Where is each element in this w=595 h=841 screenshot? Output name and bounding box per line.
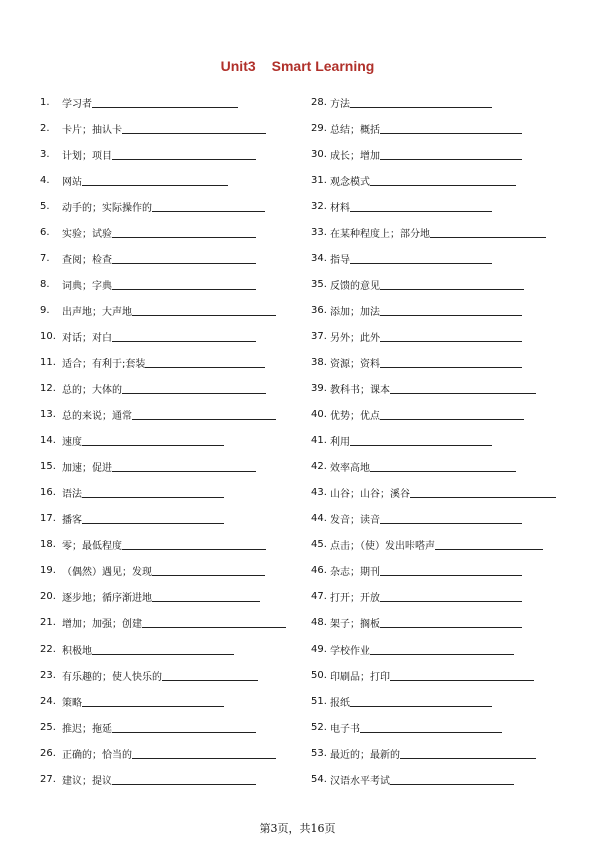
vocab-item <box>311 245 556 271</box>
item-label: 汉语水平考试 <box>330 775 390 787</box>
item-label: 对话；对白 <box>62 332 112 344</box>
answer-blank[interactable] <box>400 748 536 759</box>
item-number: 48. <box>311 617 327 629</box>
answer-blank[interactable] <box>380 617 522 628</box>
item-number: 24. <box>40 695 56 707</box>
answer-blank[interactable] <box>380 513 522 524</box>
item-number: 17. <box>40 513 56 525</box>
item-label: 逐步地；循序渐进地 <box>62 593 152 605</box>
answer-blank[interactable] <box>152 201 265 212</box>
answer-blank[interactable] <box>430 227 546 238</box>
item-label: 卡片；抽认卡 <box>62 124 122 136</box>
answer-blank[interactable] <box>380 305 522 316</box>
item-label: 加速；促进 <box>62 463 112 475</box>
answer-blank[interactable] <box>82 513 224 524</box>
item-number: 16. <box>40 487 56 499</box>
item-number: 32. <box>311 200 327 212</box>
answer-blank[interactable] <box>152 591 260 602</box>
item-number: 25. <box>40 721 56 733</box>
item-number: 29. <box>311 122 327 134</box>
item-number: 14. <box>40 435 56 447</box>
answer-blank[interactable] <box>122 383 266 394</box>
answer-blank[interactable] <box>112 253 256 264</box>
item-label: 报纸 <box>330 697 350 709</box>
unit-number: Unit3 <box>220 58 256 74</box>
vocab-column-right <box>311 89 556 792</box>
vocab-item <box>40 245 286 271</box>
vocab-item <box>40 610 286 636</box>
item-number: 49. <box>311 643 327 655</box>
answer-blank[interactable] <box>380 331 522 342</box>
item-number: 54. <box>311 773 327 785</box>
vocab-item <box>40 506 286 532</box>
answer-blank[interactable] <box>92 644 234 655</box>
item-number: 21. <box>40 617 56 629</box>
answer-blank[interactable] <box>380 279 524 290</box>
vocab-item <box>40 323 286 349</box>
answer-blank[interactable] <box>82 175 228 186</box>
item-number: 12. <box>40 383 56 395</box>
item-label: 成长；增加 <box>330 150 380 162</box>
item-number: 37. <box>311 330 327 342</box>
answer-blank[interactable] <box>82 435 224 446</box>
answer-blank[interactable] <box>112 774 256 785</box>
answer-blank[interactable] <box>380 149 522 160</box>
item-label: 最近的；最新的 <box>330 749 400 761</box>
vocab-item <box>311 402 556 428</box>
answer-blank[interactable] <box>132 748 276 759</box>
item-label: 速度 <box>62 437 82 449</box>
item-number: 46. <box>311 565 327 577</box>
item-number: 38. <box>311 356 327 368</box>
item-number: 9. <box>40 304 50 316</box>
item-label: 在某种程度上；部分地 <box>330 228 430 240</box>
item-label: 优势；优点 <box>330 411 380 423</box>
vocab-item <box>40 89 286 115</box>
vocab-item <box>40 428 286 454</box>
item-number: 6. <box>40 226 50 238</box>
vocab-item <box>40 271 286 297</box>
vocab-item <box>311 89 556 115</box>
item-label: 指导 <box>330 254 350 266</box>
vocab-item <box>40 297 286 323</box>
item-number: 15. <box>40 461 56 473</box>
item-label: 正确的；恰当的 <box>62 749 132 761</box>
item-label: 添加；加法 <box>330 306 380 318</box>
answer-blank[interactable] <box>132 305 276 316</box>
item-label: 网站 <box>62 176 82 188</box>
item-number: 18. <box>40 539 56 551</box>
item-number: 13. <box>40 409 56 421</box>
answer-blank[interactable] <box>112 227 256 238</box>
item-label: 有乐趣的；使人快乐的 <box>62 671 162 683</box>
answer-blank[interactable] <box>350 201 492 212</box>
answer-blank[interactable] <box>92 97 238 108</box>
item-label: 打开；开放 <box>330 593 380 605</box>
answer-blank[interactable] <box>435 539 543 550</box>
answer-blank[interactable] <box>82 696 224 707</box>
answer-blank[interactable] <box>380 565 522 576</box>
answer-blank[interactable] <box>380 409 524 420</box>
vocab-item <box>40 141 286 167</box>
answer-blank[interactable] <box>112 149 256 160</box>
item-label: 建议；提议 <box>62 775 112 787</box>
answer-blank[interactable] <box>112 279 256 290</box>
item-number: 44. <box>311 513 327 525</box>
item-label: 学习者 <box>62 98 92 110</box>
item-label: 积极地 <box>62 645 92 657</box>
item-number: 10. <box>40 330 56 342</box>
vocab-item <box>311 662 556 688</box>
answer-blank[interactable] <box>350 253 492 264</box>
item-number: 45. <box>311 539 327 551</box>
vocab-item <box>40 219 286 245</box>
answer-blank[interactable] <box>410 487 556 498</box>
vocab-item <box>40 636 286 662</box>
vocab-item <box>311 323 556 349</box>
item-number: 3. <box>40 148 50 160</box>
vocab-item <box>40 454 286 480</box>
item-label: 适合；有利于;套装 <box>62 358 146 370</box>
vocab-item <box>311 558 556 584</box>
answer-blank[interactable] <box>112 331 256 342</box>
vocab-item <box>40 714 286 740</box>
item-label: 利用 <box>330 437 350 449</box>
item-label: 播客 <box>62 515 82 527</box>
vocab-item <box>40 740 286 766</box>
answer-blank[interactable] <box>122 123 266 134</box>
item-label: 学校作业 <box>330 645 370 657</box>
answer-blank[interactable] <box>370 461 516 472</box>
item-label: 出声地；大声地 <box>62 306 132 318</box>
item-number: 47. <box>311 591 327 603</box>
item-number: 42. <box>311 461 327 473</box>
item-label: 零；最低程度 <box>62 541 122 553</box>
item-number: 52. <box>311 721 327 733</box>
vocab-item <box>311 297 556 323</box>
item-label: 印刷品；打印 <box>330 671 390 683</box>
vocab-item <box>40 376 286 402</box>
vocab-item <box>40 193 286 219</box>
item-label: 山谷；山谷；溪谷 <box>330 489 410 501</box>
item-number: 7. <box>40 252 50 264</box>
vocab-item <box>311 271 556 297</box>
answer-blank[interactable] <box>370 175 516 186</box>
answer-blank[interactable] <box>142 617 286 628</box>
vocab-item <box>311 506 556 532</box>
vocab-item <box>311 141 556 167</box>
item-label: 反馈的意见 <box>330 280 380 292</box>
item-number: 41. <box>311 435 327 447</box>
answer-blank[interactable] <box>112 461 256 472</box>
vocab-item <box>311 740 556 766</box>
item-label: 实验；试验 <box>62 228 112 240</box>
item-label: 效率高地 <box>330 463 370 475</box>
vocab-item <box>40 115 286 141</box>
item-label: 方法 <box>330 98 350 110</box>
answer-blank[interactable] <box>152 565 265 576</box>
vocab-item <box>40 402 286 428</box>
item-label: 发音；读音 <box>330 515 380 527</box>
page-title <box>0 58 595 74</box>
item-number: 28. <box>311 96 327 108</box>
vocab-item <box>40 480 286 506</box>
item-number: 51. <box>311 695 327 707</box>
item-number: 35. <box>311 278 327 290</box>
item-label: 杂志；期刊 <box>330 567 380 579</box>
item-number: 11. <box>40 356 56 368</box>
vocab-item <box>311 584 556 610</box>
vocab-item <box>311 714 556 740</box>
item-number: 27. <box>40 773 56 785</box>
item-label: 资源；资料 <box>330 358 380 370</box>
item-label: 语法 <box>62 489 82 501</box>
answer-blank[interactable] <box>350 97 492 108</box>
answer-blank[interactable] <box>350 696 492 707</box>
answer-blank[interactable] <box>360 722 502 733</box>
answer-blank[interactable] <box>132 409 276 420</box>
answer-blank[interactable] <box>390 774 514 785</box>
answer-blank[interactable] <box>112 722 256 733</box>
vocab-item <box>311 636 556 662</box>
item-label: 材料 <box>330 202 350 214</box>
item-number: 4. <box>40 174 50 186</box>
vocab-item <box>311 766 556 792</box>
answer-blank[interactable] <box>145 357 265 368</box>
item-number: 40. <box>311 409 327 421</box>
item-label: 点击；（使）发出咔嗒声 <box>330 541 435 553</box>
vocab-item <box>40 167 286 193</box>
vocab-item <box>40 688 286 714</box>
vocab-item <box>311 428 556 454</box>
item-label: 计划；项目 <box>62 150 112 162</box>
item-label: 电子书 <box>330 723 360 735</box>
vocab-item <box>311 219 556 245</box>
item-number: 39. <box>311 383 327 395</box>
item-number: 5. <box>40 200 50 212</box>
vocab-item <box>40 766 286 792</box>
answer-blank[interactable] <box>82 487 224 498</box>
vocab-item <box>311 454 556 480</box>
vocab-item <box>311 193 556 219</box>
page-footer: 第3页，共16页 <box>259 822 336 835</box>
item-number: 2. <box>40 122 50 134</box>
item-label: （偶然）遇见；发现 <box>62 567 152 579</box>
vocab-item <box>311 480 556 506</box>
answer-blank[interactable] <box>122 539 266 550</box>
item-label: 另外；此外 <box>330 332 380 344</box>
answer-blank[interactable] <box>390 670 534 681</box>
item-label: 增加；加强；创建 <box>62 619 142 631</box>
item-number: 43. <box>311 487 327 499</box>
vocab-item <box>40 349 286 375</box>
item-number: 31. <box>311 174 327 186</box>
item-number: 19. <box>40 565 56 577</box>
vocab-item <box>311 532 556 558</box>
answer-blank[interactable] <box>380 357 522 368</box>
item-label: 观念模式 <box>330 176 370 188</box>
item-label: 策略 <box>62 697 82 709</box>
vocab-item <box>40 532 286 558</box>
vocab-item <box>40 558 286 584</box>
item-label: 架子；搁板 <box>330 619 380 631</box>
answer-blank[interactable] <box>370 644 514 655</box>
vocab-item <box>311 376 556 402</box>
item-number: 34. <box>311 252 327 264</box>
answer-blank[interactable] <box>380 591 522 602</box>
answer-blank[interactable] <box>162 670 258 681</box>
vocab-item <box>311 610 556 636</box>
vocab-item <box>311 688 556 714</box>
item-label: 总的来说；通常 <box>62 411 132 423</box>
item-label: 总的；大体的 <box>62 385 122 397</box>
item-label: 查阅；检查 <box>62 254 112 266</box>
item-number: 23. <box>40 669 56 681</box>
item-number: 8. <box>40 278 50 290</box>
item-label: 总结；概括 <box>330 124 380 136</box>
item-number: 26. <box>40 747 56 759</box>
item-label: 词典；字典 <box>62 280 112 292</box>
item-number: 53. <box>311 747 327 759</box>
unit-name: Smart Learning <box>271 58 375 74</box>
item-number: 30. <box>311 148 327 160</box>
answer-blank[interactable] <box>380 123 522 134</box>
answer-blank[interactable] <box>350 435 492 446</box>
vocab-item <box>311 115 556 141</box>
item-label: 动手的；实际操作的 <box>62 202 152 214</box>
vocab-column-left <box>40 89 286 792</box>
item-number: 20. <box>40 591 56 603</box>
item-label: 推迟；拖延 <box>62 723 112 735</box>
item-number: 33. <box>311 226 327 238</box>
vocab-item <box>40 584 286 610</box>
item-number: 36. <box>311 304 327 316</box>
vocab-item <box>311 349 556 375</box>
vocab-item <box>40 662 286 688</box>
vocab-item <box>311 167 556 193</box>
item-number: 50. <box>311 669 327 681</box>
item-number: 22. <box>40 643 56 655</box>
answer-blank[interactable] <box>390 383 536 394</box>
item-label: 教科书；课本 <box>330 385 390 397</box>
item-number: 1. <box>40 96 50 108</box>
